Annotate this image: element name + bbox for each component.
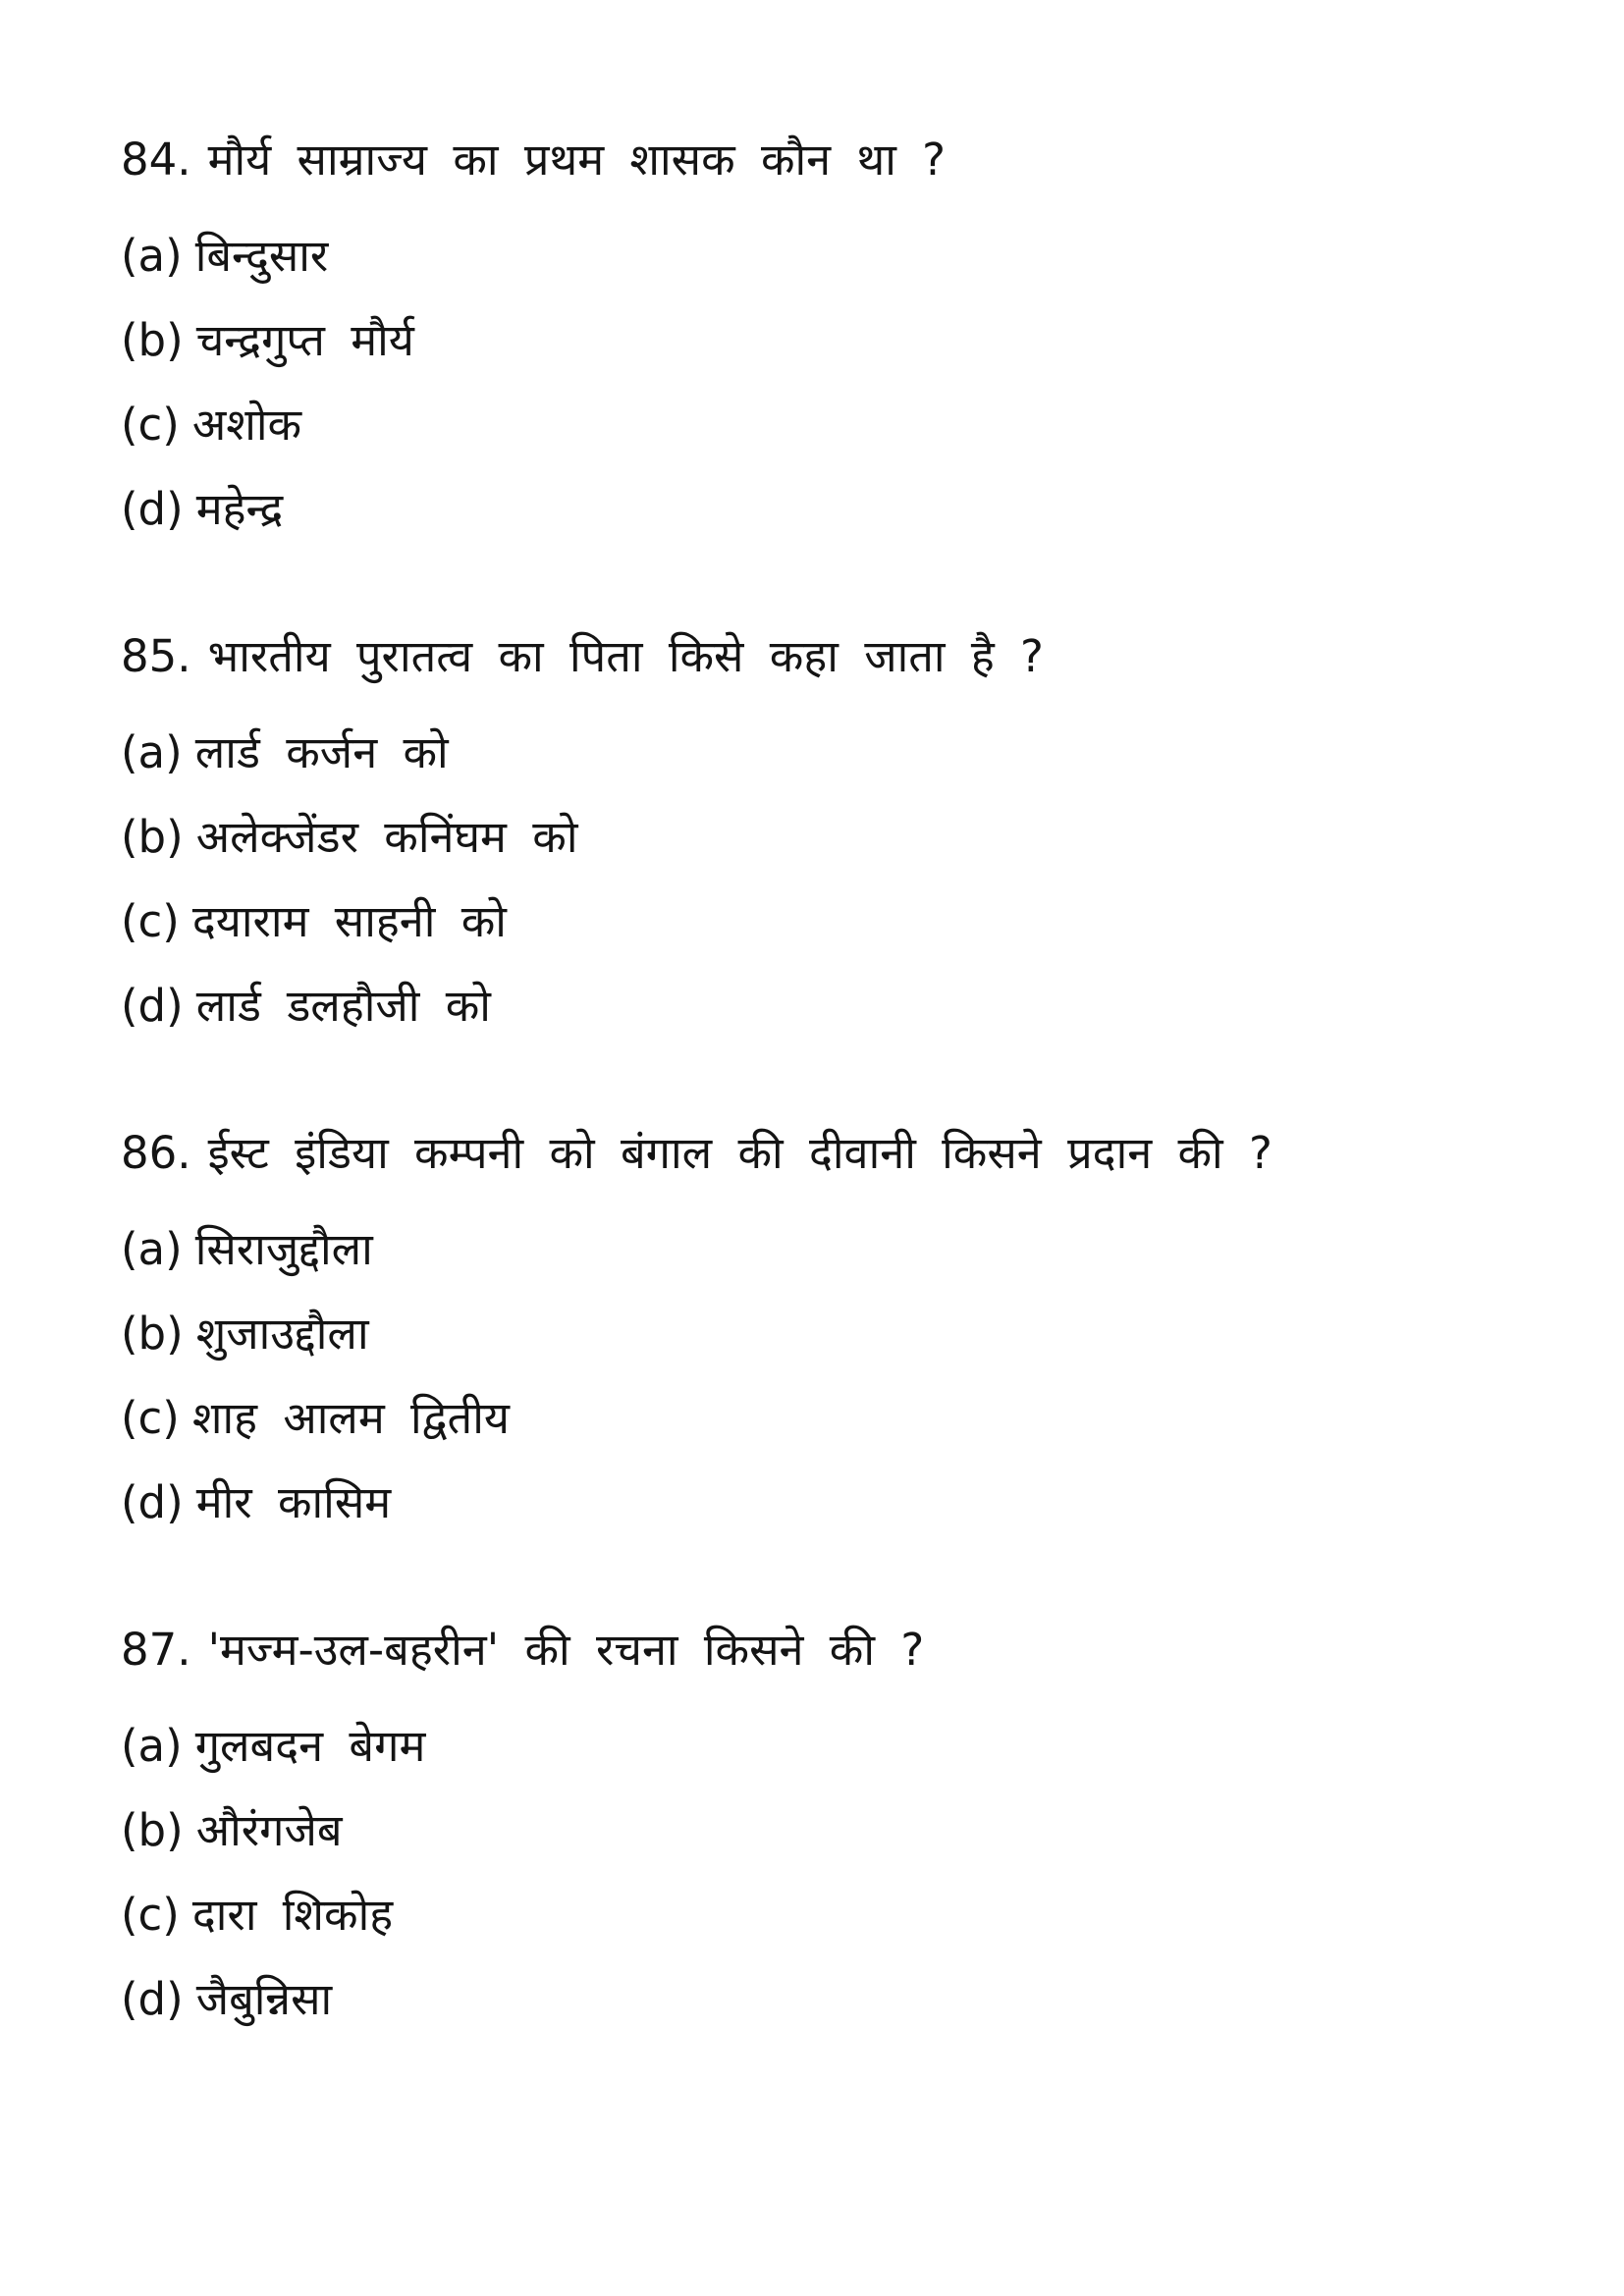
option-label: (c) (121, 1392, 180, 1444)
option-label: (a) (121, 230, 183, 282)
question-number: 84. (121, 133, 191, 186)
option-text: गुलबदन बेगम (194, 1720, 426, 1772)
option-row (121, 312, 1526, 369)
option-label: (a) (121, 1223, 183, 1275)
option-label: (a) (121, 726, 183, 778)
question-block-87 (121, 1622, 1526, 2028)
question-text: मौर्य साम्राज्य का प्रथम शासक कौन था ? (207, 133, 947, 186)
option-row (121, 397, 1526, 454)
option-text: चन्द्रगुप्त मौर्य (195, 314, 414, 366)
question-text: 'मज्म-उल-बहरीन' की रचना किसने की ? (207, 1624, 925, 1676)
option-text: दयाराम साहनी को (191, 895, 507, 947)
question-text: ईस्ट इंडिया कम्पनी को बंगाल की दीवानी किसने प्रदान की ? (207, 1127, 1272, 1179)
question-number: 85. (121, 630, 191, 682)
question-heading (121, 1622, 1526, 1679)
option-label: (d) (121, 1973, 184, 2025)
option-row (121, 893, 1526, 950)
option-label: (d) (121, 980, 184, 1032)
option-row (121, 978, 1526, 1035)
question-heading (121, 1125, 1526, 1182)
option-row (121, 1221, 1526, 1278)
option-label: (b) (121, 314, 184, 366)
option-text: जैबुन्निसा (195, 1973, 333, 2025)
option-row (121, 724, 1526, 781)
option-text: महेन्द्र (195, 483, 284, 535)
option-text: औरंगजेब (195, 1804, 343, 1856)
question-number: 86. (121, 1127, 191, 1179)
question-number: 87. (121, 1624, 191, 1676)
option-row (121, 1474, 1526, 1531)
option-text: शुजाउद्दौला (195, 1308, 369, 1360)
question-text: भारतीय पुरातत्व का पिता किसे कहा जाता है ? (207, 630, 1044, 682)
option-text: मीर कासिम (195, 1476, 392, 1528)
option-text: अशोक (191, 399, 302, 451)
option-row (121, 481, 1526, 538)
option-row (121, 1718, 1526, 1775)
option-row (121, 1306, 1526, 1362)
question-heading (121, 628, 1526, 685)
question-block-86 (121, 1125, 1526, 1531)
option-label: (a) (121, 1720, 183, 1772)
question-heading (121, 132, 1526, 188)
option-row (121, 228, 1526, 285)
option-label: (d) (121, 483, 184, 535)
option-label: (b) (121, 1308, 184, 1360)
option-text: लार्ड कर्जन को (194, 726, 449, 778)
question-block-85 (121, 628, 1526, 1035)
option-text: शाह आलम द्वितीय (191, 1392, 510, 1444)
option-row (121, 809, 1526, 866)
option-text: लार्ड डलहौजी को (195, 980, 491, 1032)
option-row (121, 1390, 1526, 1447)
option-label: (b) (121, 1804, 184, 1856)
option-text: बिन्दुसार (194, 230, 329, 282)
option-label: (d) (121, 1476, 184, 1528)
option-row (121, 1887, 1526, 1944)
option-text: दारा शिकोह (191, 1889, 394, 1941)
option-text: अलेक्जेंडर कनिंघम को (195, 811, 578, 863)
option-label: (c) (121, 1889, 180, 1941)
option-row (121, 1971, 1526, 2028)
option-text: सिराजुद्दौला (194, 1223, 373, 1275)
option-label: (b) (121, 811, 184, 863)
option-row (121, 1802, 1526, 1859)
option-label: (c) (121, 399, 180, 451)
question-block-84 (121, 132, 1526, 538)
option-label: (c) (121, 895, 180, 947)
